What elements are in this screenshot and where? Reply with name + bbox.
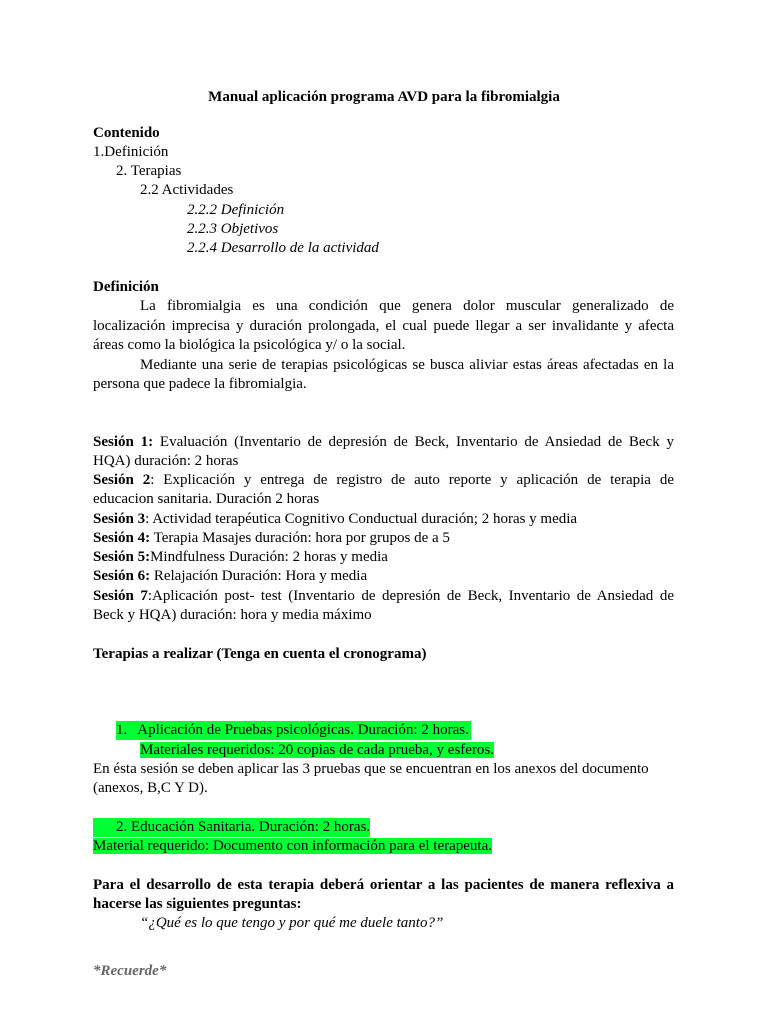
terapias-heading: Terapias a realizar (Tenga en cuenta el cronograma) bbox=[93, 646, 427, 662]
sesion-2-line2: educacion sanitaria. Duración 2 horas bbox=[93, 491, 320, 507]
definicion-p2-line1: Mediante una serie de terapias psicológicas se busca aliviar estas áreas afectadas en la bbox=[140, 357, 674, 373]
sesion-label: Sesión 7 bbox=[93, 588, 148, 604]
sesion-label: Sesión 6: bbox=[93, 568, 151, 584]
sesion-text: Terapia Masajes duración: hora por grupos de a 5 bbox=[150, 530, 450, 546]
toc-heading: Contenido bbox=[93, 125, 160, 141]
terapia-2-title-text: 2. Educación Sanitaria. Duración: 2 horas. bbox=[93, 818, 370, 837]
toc-item-224: 2.2.4 Desarrollo de la actividad bbox=[187, 240, 379, 256]
sesion-1-line2: HQA) duración: 2 horas bbox=[93, 453, 239, 469]
sesion-6 bbox=[93, 567, 367, 586]
terapia-2-material bbox=[93, 837, 492, 856]
sesion-4 bbox=[93, 529, 450, 548]
sesion-5 bbox=[93, 548, 388, 567]
sesion-7-line2: Beck y HQA) duración: hora y media máximo bbox=[93, 607, 372, 623]
sesion-3 bbox=[93, 510, 577, 529]
definicion-p1-line3: áreas como la biológica la psicológica y/ o la social. bbox=[93, 337, 406, 353]
sesion-label: Sesión 2 bbox=[93, 472, 151, 488]
pregunta-quote: “¿Qué es lo que tengo y por qué me duele tanto?” bbox=[140, 915, 444, 931]
toc-item-definicion: 1.Definición bbox=[93, 144, 169, 160]
terapia-1-desc-line2: (anexos, B,C Y D). bbox=[93, 780, 208, 796]
terapia-2-material-text: Material requerido: Documento con información para el terapeuta. bbox=[93, 838, 492, 854]
document-title: Manual aplicación programa AVD para la fibromialgia bbox=[208, 89, 560, 105]
sesion-label: Sesión 4: bbox=[93, 530, 151, 546]
recuerde-note: *Recuerde* bbox=[93, 963, 167, 979]
sesion-label: Sesión 3 bbox=[93, 511, 146, 527]
sesion-text: : Actividad terapéutica Cognitivo Conductual duración; 2 horas y media bbox=[145, 511, 578, 527]
sesion-label: Sesión 5: bbox=[93, 549, 151, 565]
sesion-text: :Aplicación post- test (Inventario de depresión de Beck, Inventario de Ansiedad de bbox=[147, 588, 674, 604]
terapia-1-material-text: Materiales requeridos: 20 copias de cada prueba, y esferos. bbox=[140, 742, 495, 758]
terapia-1-material bbox=[140, 741, 494, 760]
toc-item-223: 2.2.3 Objetivos bbox=[187, 221, 279, 237]
terapia-1-desc-line1: En ésta sesión se deben aplicar las 3 pruebas que se encuentran en los anexos del documento bbox=[93, 761, 649, 777]
toc-item-222: 2.2.2 Definición bbox=[187, 202, 285, 218]
sesion-1-line1 bbox=[93, 433, 674, 452]
desarrollo-line2: hacerse las siguientes preguntas: bbox=[93, 896, 302, 912]
sesion-7-line1 bbox=[93, 587, 674, 606]
sesion-text: Relajación Duración: Hora y media bbox=[150, 568, 368, 584]
highlight bbox=[116, 721, 471, 740]
definicion-heading: Definición bbox=[93, 279, 159, 295]
terapia-2-title bbox=[93, 818, 370, 837]
terapia-1-number: 1. bbox=[116, 722, 128, 738]
toc-item-actividades: 2.2 Actividades bbox=[140, 182, 234, 198]
terapia-1-title-text: Aplicación de Pruebas psicológicas. Duración: 2 horas. bbox=[137, 722, 469, 738]
desarrollo-line1: Para el desarrollo de esta terapia deberá orientar a las pacientes de manera reflexiva a bbox=[93, 877, 674, 893]
sesion-text: : Explicación y entrega de registro de auto reporte y aplicación de terapia de bbox=[150, 472, 674, 488]
sesion-text: Mindfulness Duración: 2 horas y media bbox=[150, 549, 388, 565]
sesion-label: Sesión 1: bbox=[93, 434, 154, 450]
sesion-text: Evaluación (Inventario de depresión de Beck, Inventario de Ansiedad de Beck y bbox=[153, 434, 674, 450]
definicion-p1-line2: localización imprecisa y duración prolongada, el cual puede llegar a ser invalidante y afecta bbox=[93, 318, 674, 334]
definicion-p2-line2: persona que padece la fibromialgia. bbox=[93, 376, 307, 392]
definicion-p1-line1: La fibromialgia es una condición que genera dolor muscular generalizado de bbox=[140, 298, 674, 314]
sesion-2-line1 bbox=[93, 471, 674, 490]
toc-item-terapias: 2. Terapias bbox=[116, 163, 182, 179]
terapia-1-title bbox=[116, 721, 471, 740]
